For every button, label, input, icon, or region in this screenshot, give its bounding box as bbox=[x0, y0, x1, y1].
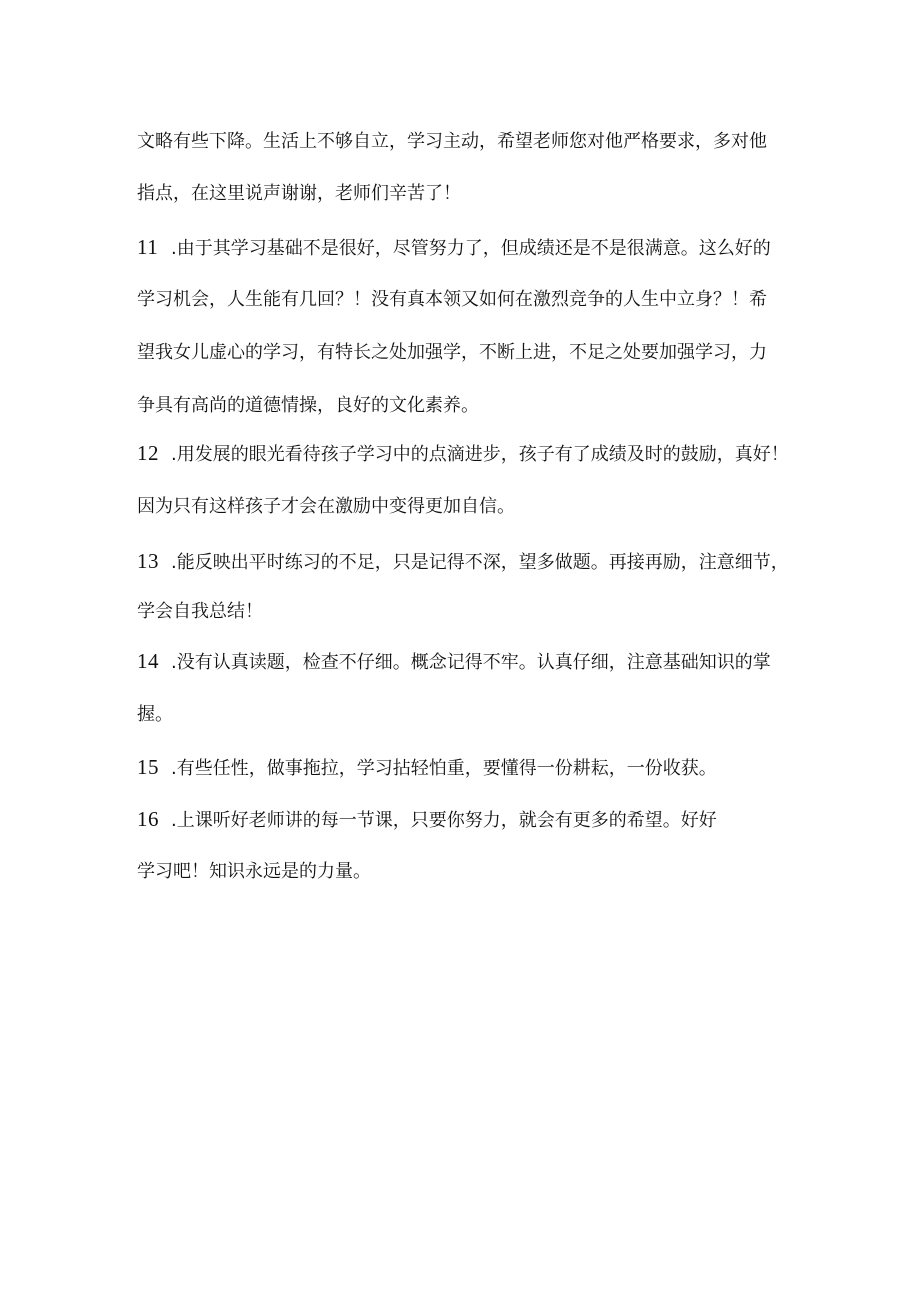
list-item-13 bbox=[137, 546, 789, 576]
line-text: 因为只有这样孩子才会在激励中变得更加自信。 bbox=[137, 496, 515, 517]
line-text: 望我女儿虚心的学习，有特长之处加强学，不断上进，不足之处要加强学习，力 bbox=[137, 342, 767, 363]
paragraph-line bbox=[137, 285, 767, 315]
line-text: .用发展的眼光看待孩子学习中的点滴进步，孩子有了成绩及时的鼓励，真好！ bbox=[171, 444, 789, 465]
item-number: 14 bbox=[137, 649, 159, 673]
paragraph-line bbox=[137, 127, 767, 157]
line-text: .上课听好老师讲的每一节课，只要你努力，就会有更多的希望。好好 bbox=[171, 810, 717, 831]
paragraph-line bbox=[137, 597, 263, 627]
paragraph-line bbox=[137, 179, 461, 209]
line-text: 指点，在这里说声谢谢，老师们辛苦了！ bbox=[137, 183, 461, 204]
paragraph-line bbox=[137, 338, 767, 368]
line-text: 握。 bbox=[137, 704, 173, 725]
paragraph-line bbox=[137, 391, 479, 421]
line-text: 学习机会，人生能有几回？！没有真本领又如何在激烈竞争的人生中立身？！希 bbox=[137, 289, 767, 310]
item-number: 13 bbox=[137, 549, 159, 573]
list-item-15 bbox=[137, 752, 717, 782]
line-text: 学会自我总结！ bbox=[137, 601, 263, 622]
line-text: .能反映出平时练习的不足，只是记得不深，望多做题。再接再励，注意细节， bbox=[171, 552, 789, 573]
line-text: 争具有高尚的道德情操，良好的文化素养。 bbox=[137, 395, 479, 416]
item-number: 12 bbox=[137, 441, 159, 465]
line-text: .没有认真读题，检查不仔细。概念记得不牢。认真仔细，注意基础知识的掌 bbox=[171, 652, 771, 673]
list-item-14 bbox=[137, 646, 771, 676]
paragraph-line bbox=[137, 857, 371, 887]
line-text: 文略有些下降。生活上不够自立，学习主动，希望老师您对他严格要求，多对他 bbox=[137, 131, 767, 152]
item-number: 11 bbox=[137, 235, 159, 259]
item-number: 16 bbox=[137, 807, 159, 831]
paragraph-line bbox=[137, 700, 173, 730]
line-text: .有些任性，做事拖拉，学习拈轻怕重，要懂得一份耕耘，一份收获。 bbox=[171, 758, 717, 779]
list-item-16 bbox=[137, 804, 717, 834]
line-text: 学习吧！知识永远是的力量。 bbox=[137, 861, 371, 882]
list-item-12 bbox=[137, 438, 789, 468]
list-item-11 bbox=[137, 232, 771, 262]
line-text: .由于其学习基础不是很好，尽管努力了，但成绩还是不是很满意。这么好的 bbox=[171, 238, 771, 259]
item-number: 15 bbox=[137, 755, 159, 779]
paragraph-line bbox=[137, 492, 515, 522]
